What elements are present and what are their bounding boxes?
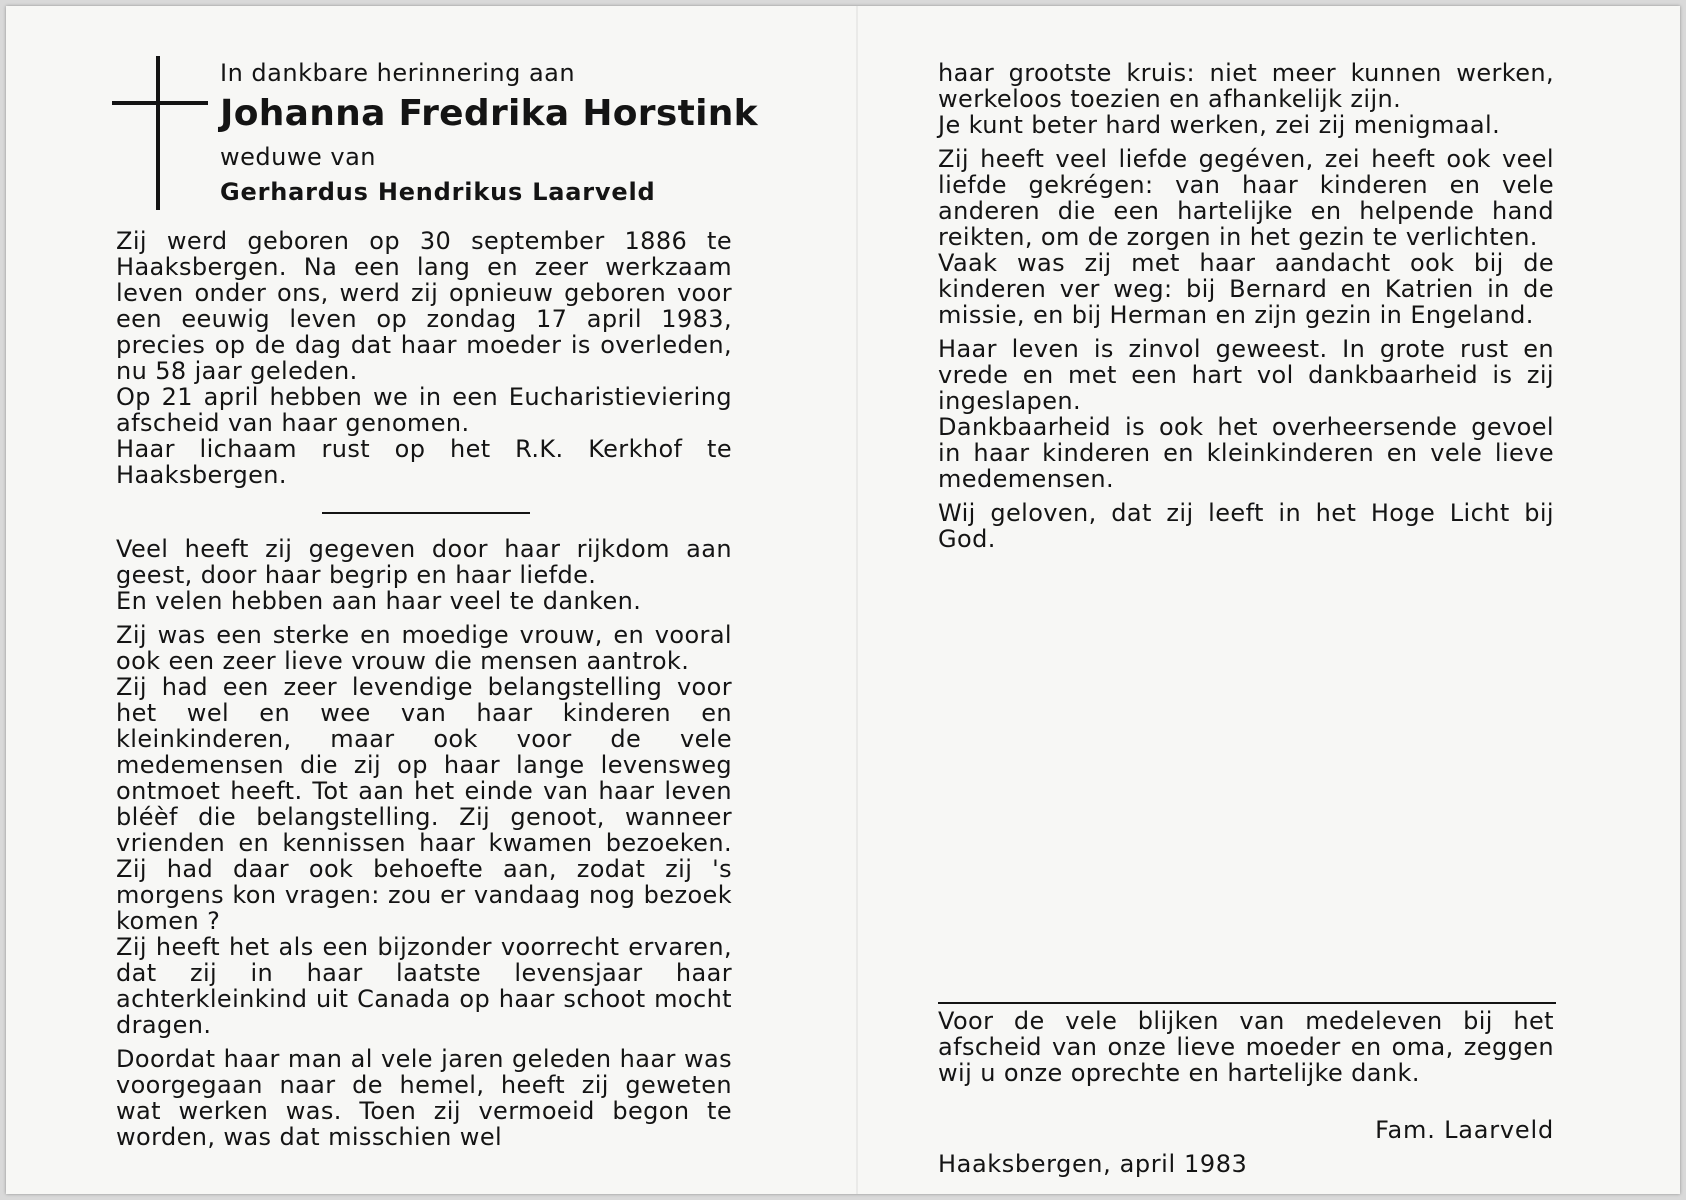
left-block-1 (116, 228, 732, 488)
paragraph-thanks-owed: En velen hebben aan haar veel te danken. (116, 587, 642, 615)
paragraph-gratitude: Dankbaarheid is ook het overheersende gevoel in haar kinderen en kleinkinderen en vele lieve medemensen. (938, 413, 1554, 493)
divider-thanks (938, 1002, 1556, 1004)
deceased-name: Johanna Fredrika Horstink (220, 93, 758, 134)
paragraph-cross: haar grootste kruis: niet meer kunnen werken, werkeloos toezien en afhankelijk zijn. (938, 59, 1554, 113)
divider (322, 512, 530, 514)
paragraph-husband-died: Doordat haar man al vele jaren geleden haar was voorgegaan naar de hemel, heeft zij geweten wat werken was. Toen zij vermoeid begon te worden, was dat misschien wel (116, 1045, 732, 1151)
widow-of-line: weduwe van (220, 143, 376, 171)
paragraph-hard-work: Je kunt beter hard werken, zei zij menigmaal. (938, 111, 1501, 139)
paragraph-meaningful: Haar leven is zinvol geweest. In grote rust en vrede en met een hart vol dankbaarheid is zij ingeslapen. (938, 335, 1554, 415)
right-block-1 (938, 60, 1554, 552)
place-date: Haaksbergen, april 1983 (938, 1150, 1248, 1178)
center-fold (856, 6, 858, 1194)
paragraph-birth: Zij werd geboren op 30 september 1886 te Haaksbergen. Na een lang en zeer werkzaam leven onder ons, werd zij opnieuw geboren voor een eeuwig leven op zondag 17 april 1983, precies op de dag dat haar moeder is overleden, nu 58 jaar geleden. (116, 227, 732, 385)
paragraph-burial: Haar lichaam rust op het R.K. Kerkhof te Haaksbergen. (116, 435, 732, 489)
cross-icon (156, 56, 160, 210)
family-signature: Fam. Laarveld (1375, 1116, 1554, 1144)
paragraph-farewell: Op 21 april hebben we in een Eucharistieviering afscheid van haar genomen. (116, 383, 732, 437)
paragraph-gave: Veel heeft zij gegeven door haar rijkdom aan geest, door haar begrip en haar liefde. (116, 535, 732, 589)
left-block-2 (116, 536, 732, 1150)
thanks-text: Voor de vele blijken van medeleven bij het afscheid van onze lieve moeder en oma, zeggen wij u onze oprechte en hartelijke dank. (938, 1007, 1554, 1087)
memorial-card (6, 6, 1680, 1194)
intro-line: In dankbare herinnering aan (220, 59, 576, 87)
paragraph-strong-woman: Zij was een sterke en moedige vrouw, en vooral ook een zeer lieve vrouw die mensen aantrok. (116, 621, 732, 675)
paragraph-love: Zij heeft veel liefde gegéven, zei heeft ook veel liefde gekrégen: van haar kinderen en vele anderen die een hartelijke en helpende hand reikten, om de zorgen in het gezin te verlichten. (938, 145, 1554, 251)
paragraph-far-away: Vaak was zij met haar aandacht ook bij de kinderen ver weg: bij Bernard en Katrien in de missie, en bij Herman en zijn gezin in Engeland. (938, 249, 1554, 329)
cross-icon-bar (112, 101, 208, 105)
husband-name: Gerhardus Hendrikus Laarveld (220, 178, 656, 206)
header (220, 58, 758, 208)
thanks-block (938, 1008, 1554, 1086)
paragraph-faith: Wij geloven, dat zij leeft in het Hoge Licht bij God. (938, 499, 1554, 553)
paragraph-interest: Zij had een zeer levendige belangstelling voor het wel en wee van haar kinderen en kleinkinderen, maar ook voor de vele medemensen die zij op haar lange levensweg ontmoet heeft. Tot aan het einde van haar leven bléèf die belangstelling. Zij genoot, wanneer vrienden en kennissen haar kwamen bezoeken. Zij had daar ook behoefte aan, zodat zij 's morgens kon vragen: zou er vandaag nog bezoek komen ? (116, 673, 732, 935)
paragraph-great-grandchild: Zij heeft het als een bijzonder voorrecht ervaren, dat zij in haar laatste levensjaar haar achterkleinkind uit Canada op haar schoot mocht dragen. (116, 933, 732, 1039)
